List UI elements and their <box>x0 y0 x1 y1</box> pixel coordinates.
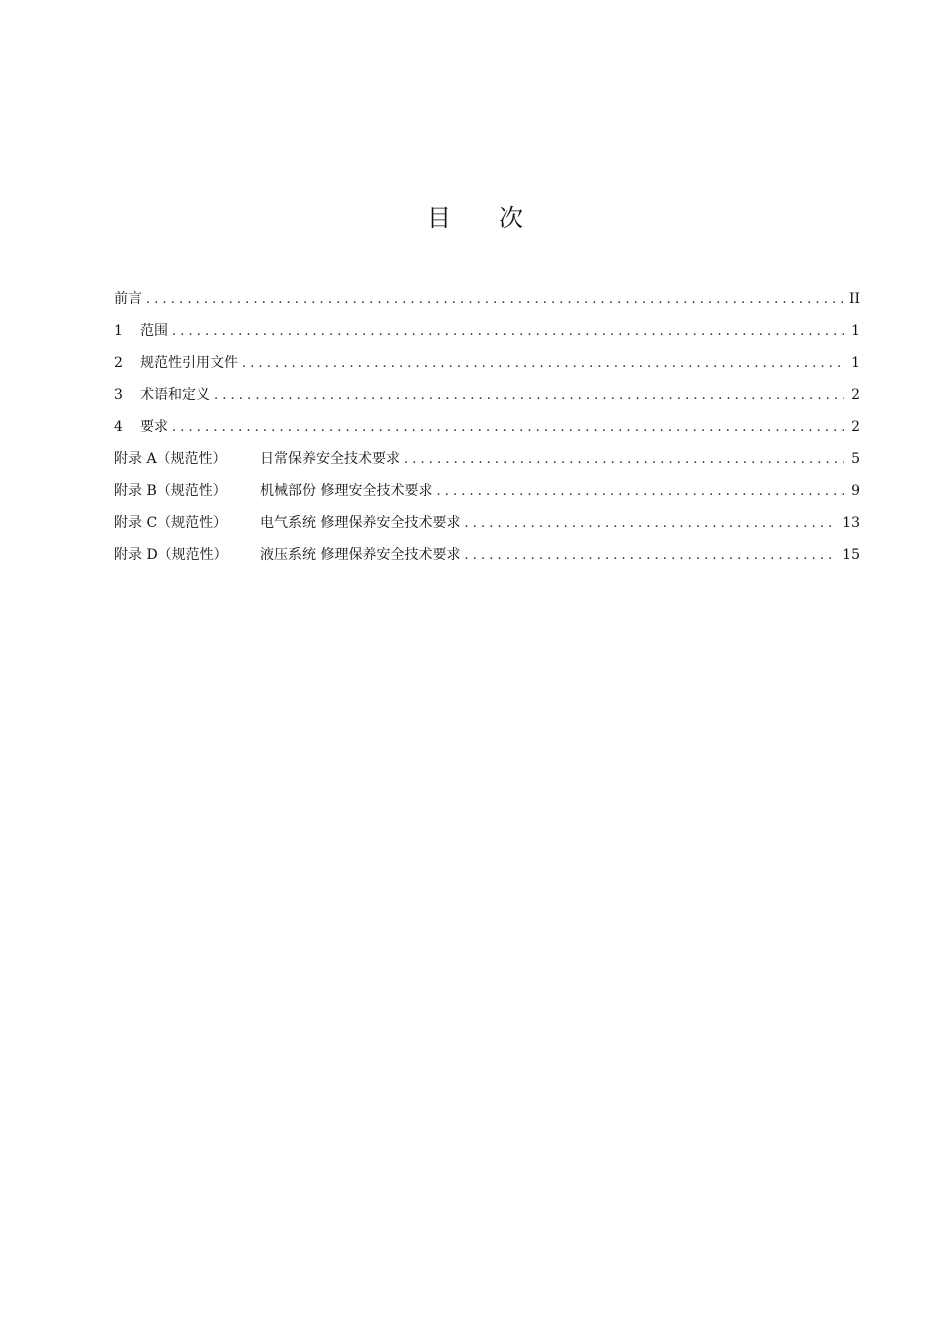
toc-section-number: 3 <box>114 387 123 403</box>
toc-entry-label <box>114 507 460 539</box>
toc-entry-label <box>114 379 210 411</box>
toc-appendix-prefix: 附录 B（规范性） <box>114 483 227 499</box>
toc-page-number: 2 <box>851 419 860 435</box>
toc-leader-dots <box>464 540 836 572</box>
toc-entry-requirements[interactable] <box>114 411 860 443</box>
toc-section-number: 4 <box>114 419 123 435</box>
toc-entry-appendix-c[interactable] <box>114 507 860 539</box>
toc-entry-label <box>114 315 168 347</box>
toc-entry-label <box>114 347 238 379</box>
toc-page-number: 2 <box>851 387 860 403</box>
toc-appendix-prefix: 附录 C（规范性） <box>114 515 228 531</box>
toc-entry-foreword[interactable] <box>114 283 860 315</box>
toc-entry-text: 范围 <box>140 323 168 339</box>
toc-page-number: 13 <box>842 515 860 531</box>
toc-entry-terms-definitions[interactable] <box>114 379 860 411</box>
toc-entry-scope[interactable] <box>114 315 860 347</box>
toc-entry-text: 机械部份 修理安全技术要求 <box>260 483 433 499</box>
toc-entry-label <box>114 411 168 443</box>
page-title <box>0 200 950 236</box>
page-title-part2: 次 <box>499 204 523 232</box>
toc-entry-text: 要求 <box>140 419 168 435</box>
toc-appendix-prefix: 附录 D（规范性） <box>114 547 228 563</box>
toc-entry-text: 电气系统 修理保养安全技术要求 <box>260 515 461 531</box>
toc-page-number: 1 <box>851 323 860 339</box>
toc-entry-appendix-b[interactable] <box>114 475 860 507</box>
toc-entry-text: 术语和定义 <box>140 387 210 403</box>
toc-leader-dots <box>172 412 844 444</box>
toc-entry-text: 日常保养安全技术要求 <box>260 451 400 467</box>
toc-entry-text: 液压系统 修理保养安全技术要求 <box>260 547 461 563</box>
toc-page-number: 1 <box>851 355 860 371</box>
toc-section-number: 1 <box>114 323 123 339</box>
toc-leader-dots <box>242 348 844 380</box>
toc-entry-label <box>114 539 460 571</box>
toc-page-number: 9 <box>851 483 860 499</box>
toc-entry-label <box>114 475 432 507</box>
toc-entry-text: 前言 <box>114 291 142 307</box>
toc-entry-label <box>114 283 142 315</box>
toc-leader-dots <box>464 508 836 540</box>
toc-leader-dots <box>214 380 844 412</box>
toc-page-number: 5 <box>851 451 860 467</box>
toc-section-number: 2 <box>114 355 123 371</box>
toc-page-number: II <box>848 291 860 307</box>
toc-entry-label <box>114 443 400 475</box>
toc-entry-appendix-a[interactable] <box>114 443 860 475</box>
page-title-part1: 目 <box>427 204 451 232</box>
table-of-contents <box>114 283 860 571</box>
toc-leader-dots <box>404 444 844 476</box>
toc-appendix-prefix: 附录 A（规范性） <box>114 451 227 467</box>
toc-entry-normative-references[interactable] <box>114 347 860 379</box>
toc-leader-dots <box>146 284 843 316</box>
toc-entry-appendix-d[interactable] <box>114 539 860 571</box>
toc-leader-dots <box>172 316 844 348</box>
toc-leader-dots <box>436 476 844 508</box>
toc-page-number: 15 <box>842 547 860 563</box>
toc-entry-text: 规范性引用文件 <box>140 355 238 371</box>
